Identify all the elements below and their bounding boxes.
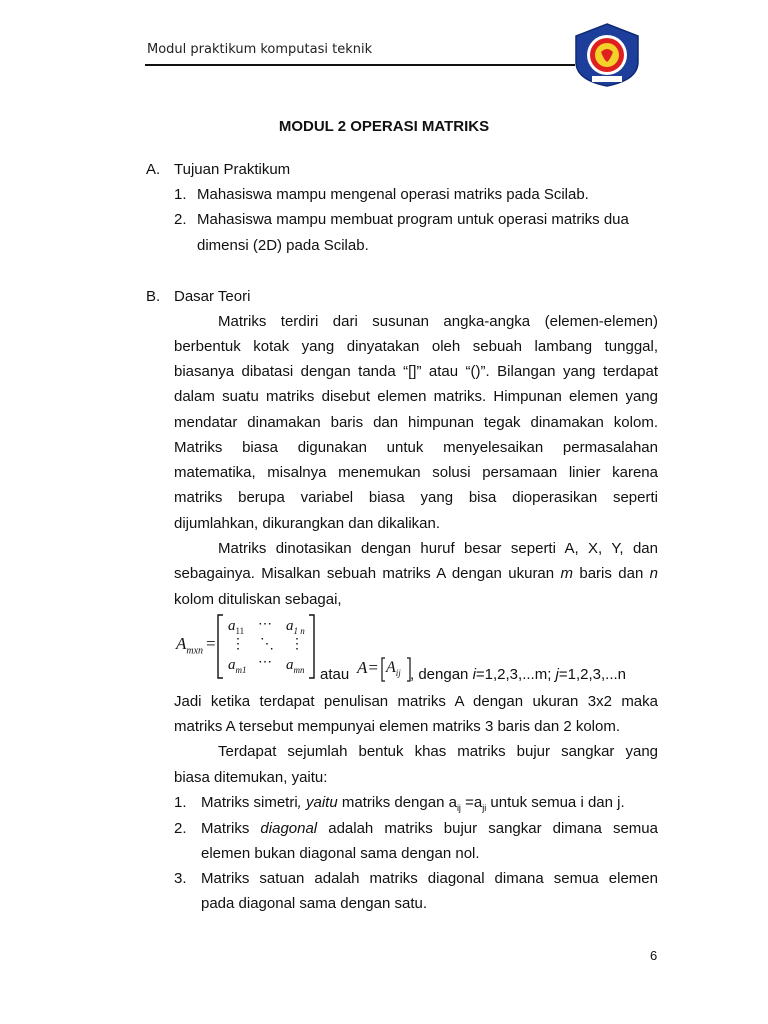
hdots: ⋯ xyxy=(258,655,272,670)
atau-label: atau xyxy=(320,666,350,683)
list-item-text: Matriks simetri, yaitu matriks dengan $a_{ij} =a_{ji}$ untuk semua i dan j. xyxy=(201,794,625,813)
page-title: MODUL 2 OPERASI MATRIKS xyxy=(278,118,490,135)
list-item-text: Mahasiswa mampu mengenal operasi matriks pada Scilab. xyxy=(197,186,589,203)
list-item-text: Matriks diagonal adalah matriks bujur sangkar dimana semua xyxy=(201,820,658,837)
element-amn: $a_{mn}$ xyxy=(286,657,305,675)
section-b-marker: B. xyxy=(146,288,161,305)
element-a1n: $a_{1 n}$ xyxy=(286,618,305,636)
hdots: ⋯ xyxy=(258,617,272,632)
matrix-symbol: $A_{mxn}$ xyxy=(176,634,204,657)
list-item-number: 1. xyxy=(174,794,187,811)
list-item-text-cont: pada diagonal sama dengan satu. xyxy=(201,895,428,912)
header-rule xyxy=(145,64,575,66)
paragraph-line: dalam suatu matriks disebut elemen matriks. Himpunan elemen yang xyxy=(174,388,658,405)
paragraph-line: mendatar dinamakan baris dan himpunan tegak dinamakan kolom. xyxy=(174,414,658,431)
index-range: , dengan i=1,2,3,...m; j=1,2,3,...n xyxy=(410,666,627,683)
paragraph-line: matematika, misalnya menemukan solusi persamaan linier karena xyxy=(174,464,658,481)
paragraph-line: berbentuk kotak yang dinyatakan oleh sebuah lambang tunggal, xyxy=(174,338,658,355)
paragraph-line: matriks berupa variabel biasa yang bisa dioperasikan seperti xyxy=(174,489,658,506)
paragraph-line: biasa ditemukan, yaitu: xyxy=(174,769,328,786)
vdots: ⋮ xyxy=(290,637,304,652)
list-item-text: Matriks satuan adalah matriks diagonal dimana semua elemen xyxy=(201,870,658,887)
compact-notation: A= xyxy=(357,658,379,677)
institution-logo xyxy=(572,22,642,88)
list-item-number: 1. xyxy=(174,186,187,203)
matrix-formula xyxy=(174,612,674,684)
paragraph-line: kolom dituliskan sebagai, xyxy=(174,591,342,608)
list-item-text: Mahasiswa mampu membuat program untuk operasi matriks dua xyxy=(197,211,629,228)
paragraph-line: Terdapat sejumlah bentuk khas matriks bujur sangkar yang xyxy=(218,743,658,760)
list-item-text-cont: elemen bukan diagonal sama dengan nol. xyxy=(201,845,480,862)
element-a11: $a_{11}$ xyxy=(228,618,245,636)
list-item-number: 2. xyxy=(174,211,187,228)
paragraph-line: Matriks dinotasikan dengan huruf besar seperti A, X, Y, dan xyxy=(218,540,658,557)
element-aij: $A_{ij}$ xyxy=(386,659,401,679)
paragraph-line: dijumlahkan, dikurangkan dan dikalikan. xyxy=(174,515,441,532)
section-a-marker: A. xyxy=(146,161,161,178)
section-b-heading: Dasar Teori xyxy=(174,288,251,305)
paragraph-line: biasanya dibatasi dengan tanda “[]” atau “()”. Bilangan yang terdapat xyxy=(174,363,658,380)
equals-sign: = xyxy=(206,634,216,653)
page-number: 6 xyxy=(650,948,658,963)
list-item-number: 3. xyxy=(174,870,187,887)
paragraph-line: sebagainya. Misalkan sebuah matriks A dengan ukuran m baris dan n xyxy=(174,565,658,582)
paragraph-line: matriks A tersebut mempunyai elemen matriks 3 baris dan 2 kolom. xyxy=(174,718,621,735)
running-header: Modul praktikum komputasi teknik xyxy=(147,42,373,57)
element-am1: $a_{m1}$ xyxy=(228,657,247,675)
paragraph-line: Jadi ketika terdapat penulisan matriks A dengan ukuran 3x2 maka xyxy=(174,693,658,710)
paragraph-line: Matriks biasa digunakan untuk menyelesaikan permasalahan xyxy=(174,439,658,456)
paragraph-line: Matriks terdiri dari susunan angka-angka (elemen-elemen) xyxy=(218,313,658,330)
list-item-text-cont: dimensi (2D) pada Scilab. xyxy=(197,237,369,254)
list-item-number: 2. xyxy=(174,820,187,837)
ddots: ⋱ xyxy=(260,637,274,652)
section-a-heading: Tujuan Praktikum xyxy=(174,161,291,178)
vdots: ⋮ xyxy=(231,637,245,652)
